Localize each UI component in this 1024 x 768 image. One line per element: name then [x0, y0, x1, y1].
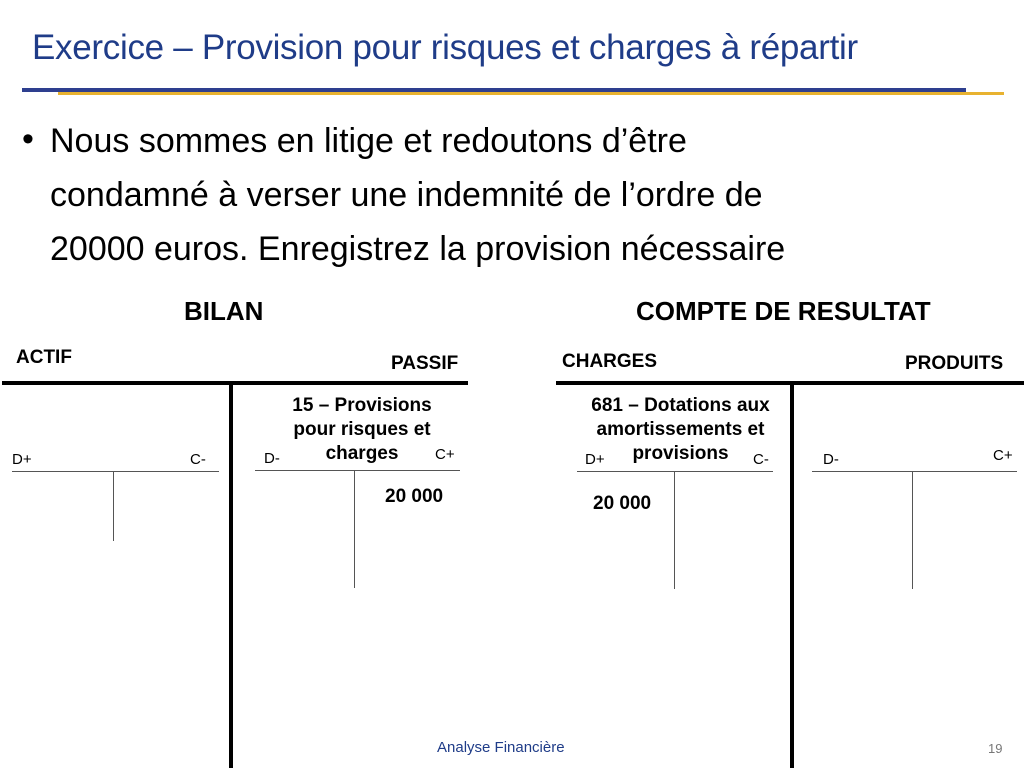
produits-label: PRODUITS [905, 353, 1004, 374]
bilan-heading: BILAN [184, 296, 264, 326]
resultat-heading: COMPTE DE RESULTAT [636, 296, 931, 326]
dotations-debit-amount: 20 000 [593, 493, 652, 514]
produits-debit-label: D- [823, 451, 839, 468]
provisions-debit-label: D- [264, 450, 280, 467]
actif-account-horizontal [12, 471, 219, 472]
footer-text: Analyse Financière [437, 739, 565, 756]
provisions-account-name: 15 – Provisions pour risques et charges [292, 395, 432, 464]
bilan-t-vertical [229, 381, 233, 768]
bullet-text: Nous sommes en litige et redoutons d’être condamné à verser une indemnité de l’ordre de 20000 euros. Enregistrez la provision nécessaire [50, 122, 786, 268]
produits-credit-label: C+ [993, 447, 1013, 464]
dotations-account-horizontal [577, 471, 773, 472]
passif-label: PASSIF [391, 353, 459, 374]
actif-account-vertical [113, 471, 114, 541]
bilan-t-horizontal [2, 381, 468, 385]
dotations-credit-label: C- [753, 451, 769, 468]
dotations-account-vertical [674, 471, 675, 589]
provisions-account-vertical [354, 470, 355, 588]
provisions-account-horizontal [255, 470, 460, 471]
actif-label: ACTIF [16, 347, 72, 368]
produits-account-vertical [912, 471, 913, 589]
provisions-credit-amount: 20 000 [385, 486, 444, 507]
actif-credit-label: C- [190, 451, 206, 468]
provisions-credit-label: C+ [435, 446, 455, 463]
bullet-marker: • [22, 120, 34, 158]
actif-debit-label: D+ [12, 451, 32, 468]
slide-title: Exercice – Provision pour risques et charges à répartir [32, 28, 858, 67]
produits-account-horizontal [812, 471, 1017, 472]
dotations-debit-label: D+ [585, 451, 605, 468]
dotations-account-name: 681 – Dotations aux amortissements et provisions [591, 395, 770, 464]
charges-label: CHARGES [562, 351, 658, 372]
title-rule-gold [58, 92, 1004, 95]
page-number: 19 [988, 741, 1003, 756]
